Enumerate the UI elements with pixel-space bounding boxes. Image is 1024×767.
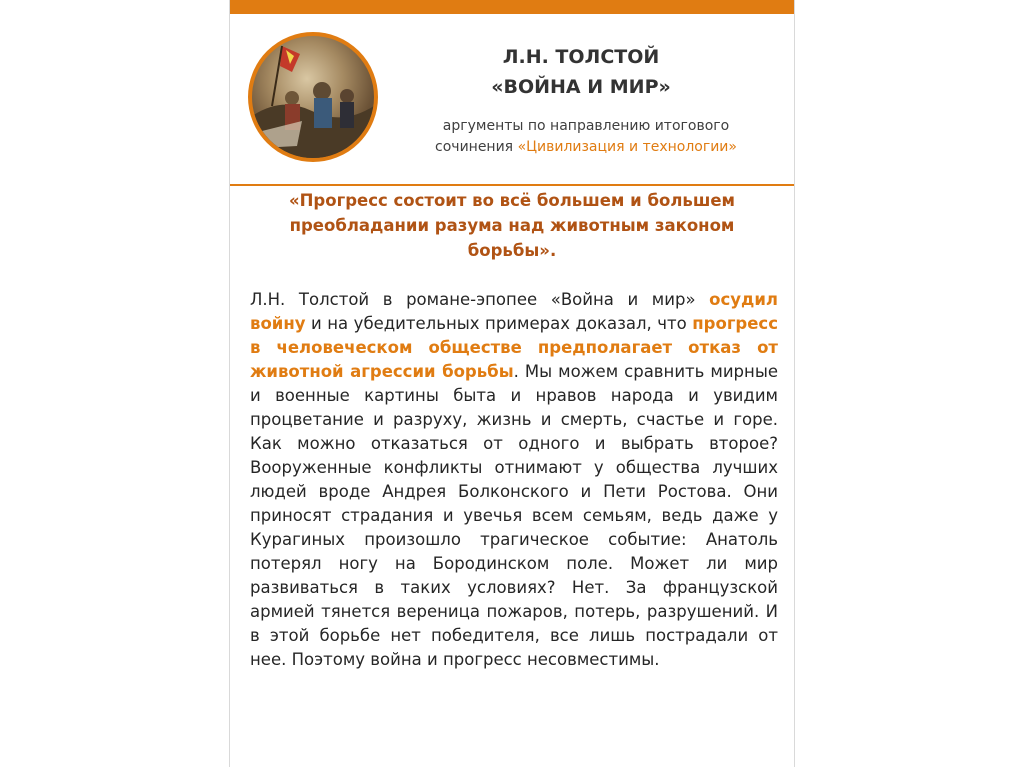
highlight-condemned-war: осудил войну: [250, 290, 778, 333]
highlight-progress: прогресс в человеческом обществе предполагает отказ от животной агрессии борьбы: [250, 314, 778, 381]
subtitle-prefix: сочинения: [435, 139, 518, 155]
page-title: [446, 42, 716, 102]
top-accent-bar: [230, 0, 794, 14]
slide: [229, 0, 795, 767]
subtitle-topic: «Цивилизация и технологии»: [517, 139, 737, 155]
argument-text: [250, 288, 778, 672]
title-author: Л.Н. ТОЛСТОЙ: [502, 46, 660, 68]
subtitle-line2: [406, 137, 766, 158]
epigraph-quote: «Прогресс состоит во всё большем и большем преобладании разума над животным законом борьбы».: [288, 191, 736, 260]
body-text-3: . Мы можем сравнить мирные и военные картины быта и нравов народа и увидим процветание и разруху, жизнь и смерть, счастье и горе. Как можно отказаться от одного и выбрать второе? Вооруженные конфликты отнимают у общества лучших людей вроде Андрея Болконского и Пети Ростова. Они приносят страдания и увечья всем семьям, ведь даже у Курагиных произошло трагическое событие: Анатоль потерял ногу на Бородинском поле. Может ли мир развиваться в таких условиях? Нет. За французской армией тянется вереница пожаров, потерь, разрушений. И в этой борьбе нет победителя, все лишь пострадали от нее. Поэтому война и прогресс несовместимы.: [250, 362, 778, 669]
subtitle: [406, 116, 766, 158]
battle-painting-image: [248, 32, 378, 162]
divider-line: [230, 184, 794, 186]
body-text-2: и на убедительных примерах доказал, что: [305, 314, 693, 333]
body-text-1: Л.Н. Толстой в романе-эпопее «Война и мир»: [250, 290, 710, 309]
title-work: «ВОЙНА И МИР»: [491, 76, 671, 98]
subtitle-line1: аргументы по направлению итогового: [442, 118, 730, 134]
battle-scene-illustration: [252, 36, 374, 158]
